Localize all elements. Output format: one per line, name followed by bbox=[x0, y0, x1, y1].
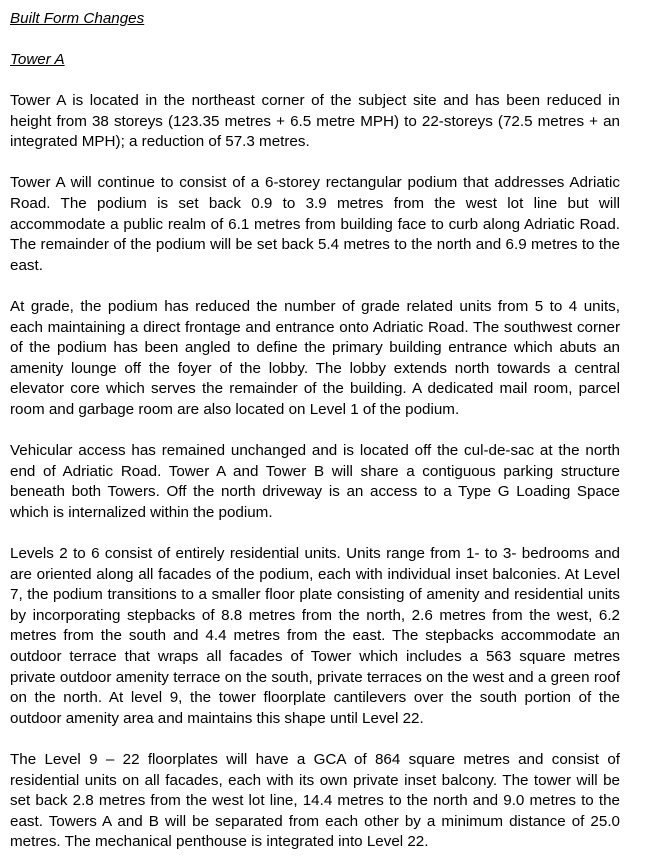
paragraph-tower-floorplates: The Level 9 – 22 floorplates will have a GCA of 864 square metres and consist of residential units on all facades, each with its own private inset balcony. The tower will be set back 2.8 metres from the west lot line, 14.4 metres to the north and 9.0 metres to the east. Towers A and B will be separated from each other by a minimum distance of 25.0 metres. The mechanical penthouse is integrated into Level 22. bbox=[10, 751, 620, 851]
paragraph-vehicular-access: Vehicular access has remained unchanged and is located off the cul-de-sac at the north end of Adriatic Road. Tower A and Tower B will share a contiguous parking structure beneath both Towers. Off the north driveway is an access to a Type G Loading Space which is internalized within the podium. bbox=[10, 442, 620, 521]
document-page bbox=[10, 9, 620, 853]
paragraph-levels-2-to-6: Levels 2 to 6 consist of entirely residential units. Units range from 1- to 3- bedrooms and are oriented along all facades of the podium, each with individual inset balconies. At Level 7, the podium transitions to a smaller floor plate consisting of amenity and residential units by incorporating stepbacks of 8.8 metres from the north, 2.6 metres from the west, 6.2 metres from the south and 4.4 metres from the east. The stepbacks accommodate an outdoor terrace that wraps all facades of Tower which includes a 563 square metres private outdoor amenity terrace on the south, private terraces on the west and a green roof on the north. At level 9, the tower floorplate cantilevers over the south portion of the outdoor amenity area and maintains this shape until Level 22. bbox=[10, 545, 620, 727]
subsection-heading: Tower A bbox=[10, 51, 65, 68]
paragraph-at-grade: At grade, the podium has reduced the number of grade related units from 5 to 4 units, each maintaining a direct frontage and entrance onto Adriatic Road. The southwest corner of the podium has been angled to define the primary building entrance which abuts an amenity lounge off the foyer of the lobby. The lobby extends north towards a central elevator core which serves the remainder of the building. A dedicated mail room, parcel room and garbage room are also located on Level 1 of the podium. bbox=[10, 297, 620, 418]
paragraph-podium: Tower A will continue to consist of a 6-storey rectangular podium that addresses Adriatic Road. The podium is set back 0.9 to 3.9 metres from the west lot line but will accommodate a public realm of 6.1 metres from building face to curb along Adriatic Road. The remainder of the podium will be set back 5.4 metres to the north and 6.9 metres to the east. bbox=[10, 174, 620, 274]
paragraph-height-reduction: Tower A is located in the northeast corner of the subject site and has been reduced in height from 38 storeys (123.35 metres + 6.5 metre MPH) to 22-storeys (72.5 metres + an integrated MPH); a reduction of 57.3 metres. bbox=[10, 92, 620, 151]
section-heading: Built Form Changes bbox=[10, 10, 145, 27]
